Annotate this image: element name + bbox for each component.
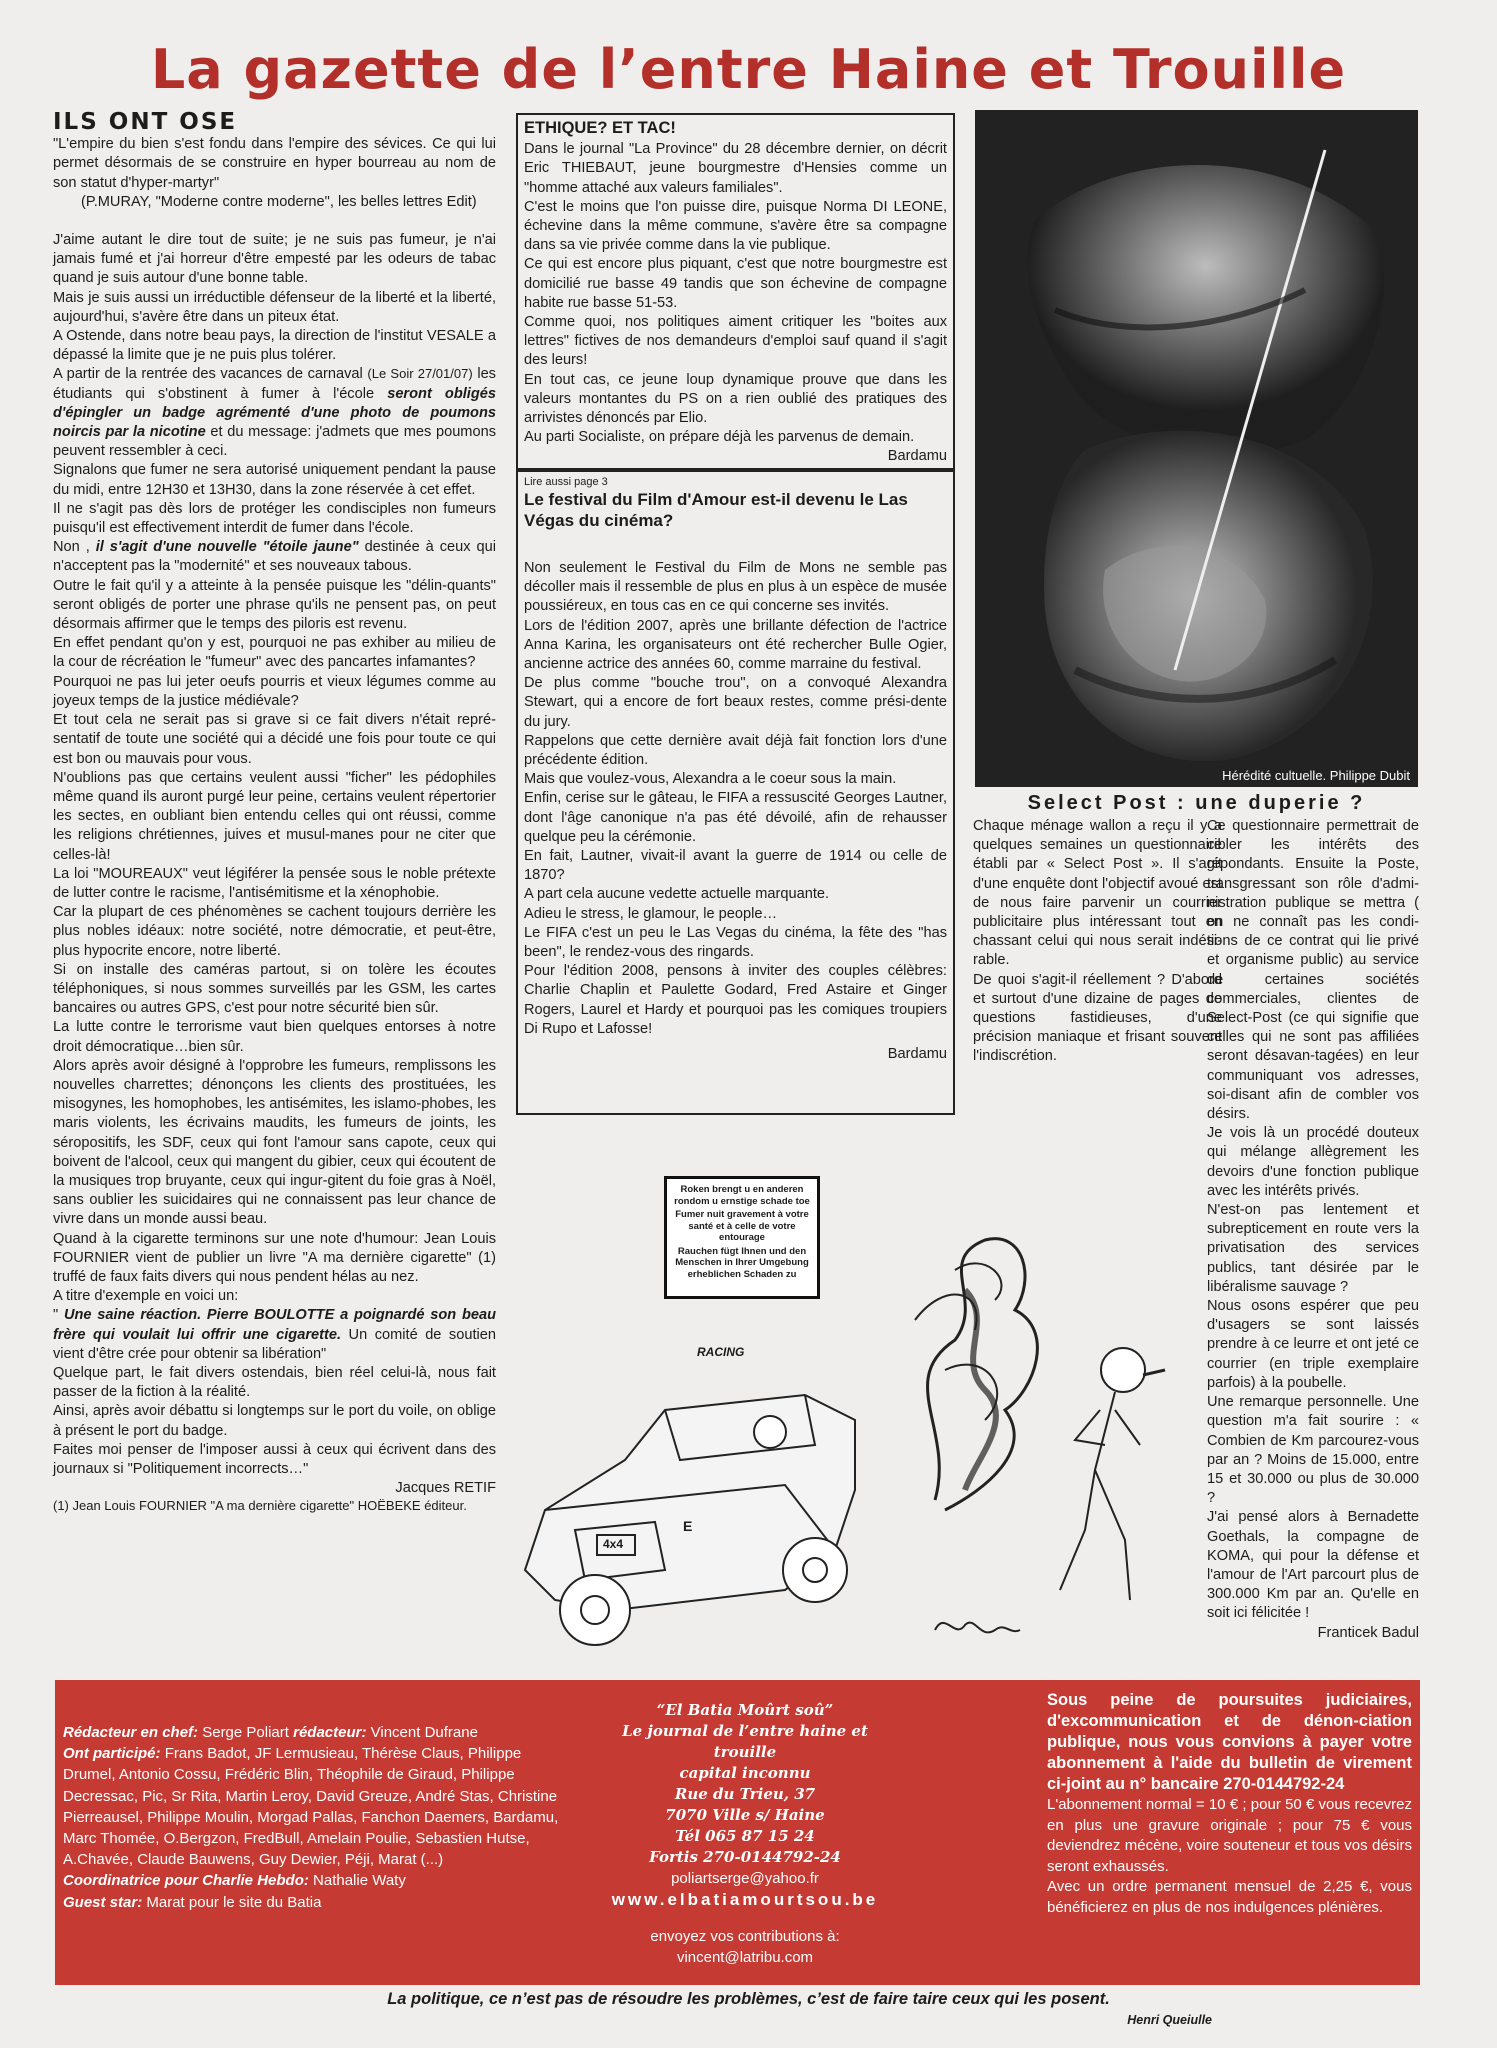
paragraph: A titre d'exemple en voici un: [53, 1288, 239, 1305]
paragraph: A part cela aucune vedette actuelle marquante. [524, 886, 830, 903]
quote-author: Henri Queiulle [1127, 2013, 1212, 2027]
author: Franticek Badul [1317, 1624, 1419, 1641]
subscription-price: L'abonnement normal = 10 € ; pour 50 € vous recevrez en plus une gravure originale ; pour 75 € vous deviendrez mécène, voire souteneur et tous vos désirs seront exhaussés. [1047, 1796, 1412, 1875]
paragraph: Mais que voulez-vous, Alexandra a le coeur sous la main. [524, 771, 897, 788]
publication-subtitle: Le journal de l’entre haine et trouille [622, 1722, 868, 1761]
label: Coordinatrice pour Charlie Hebdo: [63, 1872, 309, 1890]
paragraph: Lors de l'édition 2007, après une brillante défection de l'actrice Anna Karina, les organisateurs ont été rechercher Bulle Ogier, ancienne actrice des années 60, comme marraine du festival. [524, 617, 947, 673]
text: et du message: j'admets que mes poumons peuvent ressembler à ceci. [53, 424, 496, 460]
author: Jacques RETIF [395, 1480, 496, 1497]
paragraph: Et tout cela ne serait pas si grave si ce fait divers n'était repré-sentatif de toute une société qui a décidé une fois pour toute ce qui est bon ou mauvais pour vous. [53, 712, 496, 767]
publication-name: “El Batia Moûrt soû” [656, 1701, 834, 1719]
publication-info [595, 1700, 895, 1968]
text: " [53, 1307, 59, 1324]
paragraph: Quand à la cigarette terminons sur une note d'humour: Jean Louis FOURNIER vient de publier un livre "A ma dernière cigarette" (1) truffé de faux faits divers qui nous pendent hélas au nez. [53, 1230, 496, 1285]
subscription-permanent: Avec un ordre permanent mensuel de 2,25 €, vous bénéficierez en plus de nos indulgences plénières. [1047, 1878, 1412, 1916]
value: Nathalie Waty [313, 1872, 406, 1890]
paragraph: C'est le moins que l'on puisse dire, puisque Norma DI LEONE, échevine dans la même commune, s'avère être sa compagne dans sa vie privée comme dans la vie publique. [524, 198, 947, 254]
paragraph: Adieu le stress, le glamour, le people… [524, 905, 778, 922]
paragraph: Signalons que fumer ne sera autorisé uniquement pendant la pause du midi, entre 12H30 et 13H30, dans la zone réservée à cet effet. [53, 462, 496, 498]
article-title: ETHIQUE? ET TAC! [524, 119, 676, 137]
paragraph: Une remarque personnelle. Une question m'a fait sourire : « Combien de Km parcourez-vous par an ? Moins de 15.000, entre 15 et 30.000 ou plus de 30.000 ? [1207, 1394, 1419, 1507]
cartoon-drawing [515, 1170, 1197, 1662]
select-post-column-1 [973, 817, 1222, 1067]
value: Serge Poliart [202, 1724, 289, 1741]
paragraph: Le FIFA c'est un peu le Las Vegas du cinéma, la fête des "has been", le rendez-vous des ringards. [524, 924, 947, 961]
paragraph: A Ostende, dans notre beau pays, la direction de l'institut VESALE a dépassé la limite que je ne puis plus tolérer. [53, 328, 496, 364]
article-ethique-box [516, 113, 955, 470]
bubble-line: Fumer nuit gravement à votre santé et à celle de votre entourage [675, 1209, 809, 1243]
label: Rédacteur en chef: [63, 1724, 199, 1741]
speech-bubble [664, 1176, 820, 1299]
footnote: (1) Jean Louis FOURNIER "A ma dernière cigarette" HOËBEKE éditeur. [53, 1498, 467, 1514]
label: Guest star: [63, 1893, 143, 1911]
subscription-info [1047, 1690, 1412, 1918]
paragraph: Car la plupart de ces phénomènes se cachent toujours derrière les plus nobles idéaux: notre société, notre démocratie, et peut-être, plus hypocrite encore, notre liberté. [53, 904, 496, 959]
paragraph: Au parti Socialiste, on prépare déjà les parvenus de demain. [524, 429, 915, 446]
value: Frans Badot, JF Lermusieau, Thérèse Claus, Philippe Drumel, Antonio Cossu, Frédéric Blin, Théophile de Giraud, Philippe Decressac, Pic, Sr Rita, Martin Leroy, David Greuze, André Stas, Christine Pierreausel, Philippe Moulin, Morgad Pallas, Fanchon Daemers, Bardamu, Marc Thomée, O.Bergzon, FredBull, Amelain Poulie, Sebastien Hutse, A.Chavée, Claude Bauwens, Guy Dewier, Péji, Marat (...) [63, 1745, 559, 1869]
value: Marat pour le site du Batia [146, 1893, 322, 1911]
closing-quote: La politique, ce n’est pas de résoudre les problèmes, c’est de faire taire ceux qui les posent. [387, 1990, 1110, 2008]
capital: capital inconnu [679, 1764, 811, 1782]
paragraph [53, 365, 496, 461]
text: destinée à ceux qui n'acceptent pas la "modernité" et ses nouveaux tabous. [53, 539, 496, 575]
artwork-illustration [975, 110, 1418, 787]
article-festival-box [516, 470, 955, 1115]
artwork-photo [975, 110, 1418, 787]
text: Un comité de soutien vient d'être crée pour obtenir sa libération" [53, 1326, 496, 1362]
text: A partir de la rentrée des vacances de carnaval [53, 366, 363, 383]
bubble-line: Rauchen fügt Ihnen und den Menschen in Ihrer Umgebung erheblichen Schaden zu [675, 1245, 809, 1280]
car-label-racing: RACING [697, 1345, 745, 1359]
bank-account: Fortis 270-0144792-24 [649, 1848, 841, 1866]
subscription-notice: Sous peine de poursuites judiciaires, d'excommunication et de dénon-ciation publique, nous vous convions à payer votre abonnement à l'aide du bulletin de virement ci-joint au n° bancaire 270-0144792-24 [1047, 1691, 1412, 1793]
paragraph [53, 538, 496, 576]
emphasis: Une saine réaction. Pierre BOULOTTE a poignardé son beau frère qui voulait lui offrir une cigarette. [53, 1307, 497, 1343]
masthead-credits-box [55, 1680, 1420, 1985]
car-license-plate: 4x4 [603, 1537, 624, 1551]
paragraph: Ce questionnaire permettrait de cibler les intérêts des répondants. Ensuite la Poste, transgressant son rôle d'admi-nistration publique se mettra ( on ne connaît pas les condi-tions de ce contrat qui lie privé et organisme public) au service de certaines sociétés commerciales, clientes de Select-Post (ce qui signifie que celles qui ne sont pas affiliées seront désavan-tagées) en leur communiquant vos adresses, soi-disant afin de combler vos désirs. [1207, 818, 1419, 1123]
paragraph: Quelque part, le fait divers ostendais, bien réel celui-là, nous fait passer de la fiction à la réalité. [53, 1365, 496, 1401]
author: Bardamu [887, 1046, 947, 1063]
text: Non , [53, 539, 90, 556]
paragraph: Faites moi penser de l'imposer aussi à ceux qui écrivent dans des journaux si "Politiquement incorrects…" [53, 1441, 496, 1478]
article-ils-ont-ose [53, 109, 497, 1514]
paragraph: La loi "MOUREAUX" veut légiférer la pensée sous le noble prétexte de lutter contre le racisme, l'antisémitisme et la xénophobie. [53, 865, 496, 901]
paragraph: Outre le fait qu'il y a atteinte à la pensée puisque les "délin-quants" seront obligés de porter une phrase qu'ils ne pensent pas, on peut désormais affirmer que le temps des piloris est revenu. [53, 577, 496, 633]
paragraph: N'oublions pas que certains veulent aussi "ficher" les pédophiles même quand ils auront purgé leur peine, certains veulent répertorier les sectes, en oubliant bien entendu celles qui ont réussi, comme les religions chrétiennes, juives et musul-manes pour ne citer que celles-là! [53, 769, 496, 863]
paragraph: De quoi s'agit-il réellement ? D'abord et surtout d'une dizaine de pages de questions fastidieuses, d'une précision maniaque et frisant souvent l'indiscrétion. [973, 971, 1222, 1065]
paragraph: En effet pendant qu'on y est, pourquoi ne pas exhiber au milieu de la cour de récréation le "fumeur" avec des pancartes infamantes? [53, 635, 496, 671]
article-title: ILS ONT OSE [53, 109, 238, 135]
paragraph: N'est-on pas lentement et subrepticement en route vers la privatisation des services publics, tant désirée par le libéralisme sauvage ? [1207, 1202, 1419, 1295]
epigraph: "L'empire du bien s'est fondu dans l'empire des sévices. Ce qui lui permet désormais de se construire en hyper bourreau au nom de son statut d'hyper-martyr" [53, 136, 496, 191]
bubble-line: Roken brengt u en anderen rondom u ernstige schade toe [674, 1184, 810, 1207]
car-grille-letter: E [683, 1518, 693, 1534]
paragraph: Je vois là un procédé douteux qui mélange allègrement les devoirs d'une fonction publique avec les intérêts privés. [1207, 1125, 1419, 1199]
paragraph: Ce qui est encore plus piquant, c'est que notre bourgmestre est domicilié rue basse 49 tandis que son échevine de compagne habite rue basse 51-53. [524, 256, 947, 311]
city: 7070 Ville s/ Haine [665, 1806, 825, 1824]
paragraph: En fait, Lautner, vivait-il avant la guerre de 1914 ou celle de 1870? [524, 848, 947, 884]
paragraph: Ainsi, après avoir débattu si longtemps sur le port du voile, on oblige à présent le port du badge. [53, 1403, 496, 1439]
paragraph: Dans le journal "La Province" du 28 décembre dernier, on décrit Eric THIEBAUT, jeune bourgmestre d'Hensies comme un "homme attaché aux valeurs familiales". [524, 141, 947, 196]
paragraph: Chaque ménage wallon a reçu il y a quelques semaines un questionnaire établi par « Select Post ». Il s'agit d'une enquête dont l'objectif avoué est de nous faire parvenir un courrier publicitaire plus intéressant tout en chassant celui qui nous serait indési-rable. [973, 818, 1222, 969]
paragraph: Nous osons espérer que peu d'usagers se sont laissés prendre à ce leurre et ont jeté ce courrier (en triple exemplaire parfois) à la poubelle. [1207, 1298, 1419, 1391]
contrib-label: envoyez vos contributions à: [650, 1928, 840, 1945]
label: rédacteur: [293, 1724, 367, 1741]
contrib-email-link[interactable]: vincent@latribu.com [676, 1949, 814, 1966]
paragraph: Pourquoi ne pas lui jeter oeufs pourris et vieux légumes comme au joyeux temps de la justice médiévale? [53, 673, 496, 709]
paragraph: La lutte contre le terrorisme vaut bien quelques entorses à notre droit démocratique…bien sûr. [53, 1019, 496, 1055]
value: Vincent Dufrane [370, 1724, 478, 1741]
paragraph: Comme quoi, nos politiques aiment critiquer les "boites aux lettres" fictives de nos demandeurs d'emploi sauf quand il s'agit des leurs! [524, 314, 947, 369]
source-ref: (Le Soir 27/01/07) [367, 366, 473, 382]
masthead-title: La gazette de l’entre Haine et Trouille [150, 38, 1347, 101]
paragraph: J'ai pensé alors à Bernadette Goethals, la compagne de KOMA, qui pour la défense et l'amour de l'Art parcourt plus de 300.000 Km par an. Qu'elle en soit ici félicitée ! [1207, 1509, 1419, 1622]
credits [63, 1722, 563, 1913]
article-title: Le festival du Film d'Amour est-il devenu le Las Végas du cinéma? [524, 490, 908, 530]
paragraph [53, 1306, 496, 1364]
paragraph: Mais je suis aussi un irréductible défenseur de la liberté et la liberté, aujourd'hui, s'avère être dans un piteux état. [53, 289, 496, 325]
paragraph: De plus comme "bouche trou", on a convoqué Alexandra Stewart, qui a encore de fort beaux restes, comme prési-dente du jury. [524, 675, 947, 730]
select-post-title: Select Post : une duperie ? [1027, 792, 1366, 814]
photo-caption: Hérédité cultuelle. Philippe Dubit [1222, 768, 1410, 783]
author: Bardamu [887, 448, 947, 465]
email-link[interactable]: poliartserge@yahoo.fr [671, 1870, 819, 1887]
paragraph: Il ne s'agit pas dès lors de protéger les condisciples non fumeurs puisqu'il est effectivement interdit de fumer dans l'école. [53, 500, 496, 537]
paragraph: Alors après avoir désigné à l'opprobre les fumeurs, remplissons les nouvelles charrettes; dénonçons les clients des prostituées, les misogynes, les homophobes, les antisémites, les islamo-phobes, les maris violents, les écrivains maudits, les fumeurs de joints, les séropositifs, les SDF, ceux qui font l'amour sans capote, ceux qui boivent de l'alcool, ceux qui mangent du gibier, ceux qui écoutent de la musiques trop bruyante, ceux qui ingur-gitent du foie gras à Noël, sans oublier les suicidaires qui ne connaissent pas leur chance de vivre dans un monde aussi beau. [53, 1057, 496, 1228]
phone: Tél 065 87 15 24 [675, 1827, 815, 1845]
paragraph: Pour l'édition 2008, pensons à inviter des couples célèbres: Charlie Chaplin et Paulette Godard, Fred Astaire et Ginger Rogers, Laurel et Hardy et pourquoi pas les comiques troupiers Di Rupo et Lafosse! [524, 963, 947, 1037]
select-post-column-2 [1207, 817, 1419, 1643]
kicker: Lire aussi page 3 [524, 476, 608, 488]
street: Rue du Trieu, 37 [674, 1785, 816, 1803]
text: les étudiants qui s'obstinent à fumer à l'école [53, 366, 496, 402]
paragraph: J'aime autant le dire tout de suite; je ne suis pas fumeur, je n'ai jamais fumé et j'ai horreur d'être empesté par les odeurs de tabac quand je suis autour d'une bonne table. [53, 232, 496, 287]
label: Ont participé: [63, 1745, 161, 1763]
paragraph: En tout cas, ce jeune loup dynamique prouve que dans les valeurs montantes du PS on a rien oublié des pratiques des arrivistes dénoncés par Elio. [524, 371, 947, 427]
paragraph: Si on installe des caméras partout, si on tolère les écoutes téléphoniques, si nous sommes surveillés par les GSM, les cartes bancaires ou autres GPS, c'est pour notre sécurité bien sûr. [53, 961, 496, 1017]
website-link[interactable]: www.elbatiamourtsou.be [611, 1890, 879, 1909]
paragraph: Enfin, cerise sur le gâteau, le FIFA a ressuscité Georges Lautner, dont l'âge canonique n'a pas été dévoilé, afin de rehausser quelque peu la cérémonie. [524, 790, 947, 845]
emphasis: il s'agit d'une nouvelle "étoile jaune" [95, 539, 359, 556]
emphasis: seront obligés d'épingler un badge agrémenté d'une photo de poumons noircis par la nicotine [53, 385, 496, 441]
epigraph-source: (P.MURAY, "Moderne contre moderne", les belles lettres Edit) [81, 193, 477, 210]
paragraph: Non seulement le Festival du Film de Mons ne semble pas décoller mais il ressemble de plus en plus à un espèce de musée poussiéreux, en tous cas en ce qui concerne ses invités. [524, 560, 947, 615]
paragraph: Rappelons que cette dernière avait déjà fait fonction lors d'une précédente édition. [524, 732, 947, 769]
